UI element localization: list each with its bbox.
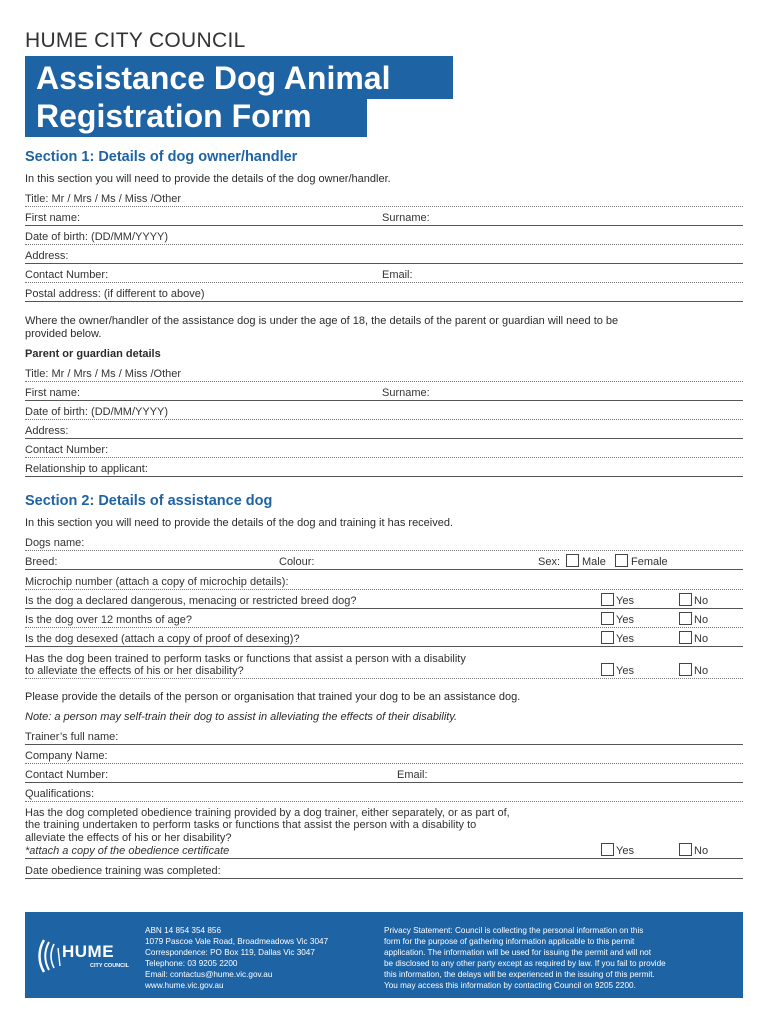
dog-breed-label: Breed:: [25, 556, 58, 568]
obedience-date-field[interactable]: [25, 862, 743, 879]
over12-row: [25, 611, 743, 628]
footer-privacy: [384, 925, 666, 991]
dangerous-row: [25, 592, 743, 609]
obedience-attach-note: *attach a copy of the obedience certificate: [25, 845, 230, 857]
section2-heading: Section 2: Details of assistance dog: [25, 493, 273, 509]
over12-no-checkbox[interactable]: [679, 612, 692, 625]
desexed-no-label: No: [694, 633, 709, 645]
desexed-question: Is the dog desexed (attach a copy of proof of desexing)?: [25, 633, 300, 645]
under18-note-2: provided below.: [25, 328, 102, 340]
owner-surname-label: Surname:: [382, 212, 430, 224]
guardian-name-row[interactable]: [25, 384, 743, 401]
footer-correspondence: Correspondence: PO Box 119, Dallas Vic 3047: [145, 948, 315, 957]
over12-yes-checkbox[interactable]: [601, 612, 614, 625]
form-title-line2: Registration Form: [36, 98, 312, 134]
guardian-title-field[interactable]: [25, 365, 743, 382]
section1-intro: In this section you will need to provide the details of the dog owner/handler.: [25, 173, 391, 185]
male-checkbox[interactable]: [566, 554, 579, 567]
obedience-question-3: alleviate the effects of his or her disability?: [25, 832, 232, 844]
hume-logo: [38, 936, 138, 976]
guardian-address-field[interactable]: [25, 422, 743, 439]
guardian-contact-field[interactable]: [25, 441, 743, 458]
trainer-email-label: Email:: [397, 769, 428, 781]
trainer-name-label: Trainer’s full name:: [25, 731, 119, 743]
qualifications-label: Qualifications:: [25, 788, 95, 800]
footer-abn: ABN 14 854 354 856: [145, 926, 222, 935]
owner-postal-label: Postal address: (if different to above): [25, 288, 205, 300]
privacy-line-1: Privacy Statement: Council is collecting the personal information on this: [384, 926, 644, 935]
owner-first-name-label: First name:: [25, 212, 81, 224]
form-title-line1: Assistance Dog Animal: [36, 60, 391, 96]
obedience-yes-checkbox[interactable]: [601, 843, 614, 856]
footer-web[interactable]: www.hume.vic.gov.au: [145, 981, 224, 990]
obedience-question-1: Has the dog completed obedience training provided by a dog trainer, either separately, or as part of,: [25, 807, 510, 819]
privacy-line-3: application. The information will be used for issuing the permit and will not: [384, 948, 651, 957]
logo-wordmark: HUME: [62, 942, 115, 961]
trained-no-checkbox[interactable]: [679, 663, 692, 676]
guardian-title-label: Title: Mr / Mrs / Ms / Miss /Other: [25, 368, 182, 380]
logo-subtext: CITY COUNCIL: [90, 963, 130, 969]
dangerous-no-checkbox[interactable]: [679, 593, 692, 606]
trainer-name-field[interactable]: [25, 728, 743, 745]
owner-address-label: Address:: [25, 250, 69, 262]
owner-name-row[interactable]: [25, 209, 743, 226]
obedience-no-checkbox[interactable]: [679, 843, 692, 856]
guardian-relationship-field[interactable]: [25, 460, 743, 477]
female-checkbox[interactable]: [615, 554, 628, 567]
section1-heading: Section 1: Details of dog owner/handler: [25, 149, 298, 165]
guardian-dob-field[interactable]: [25, 403, 743, 420]
obedience-date-label: Date obedience training was completed:: [25, 865, 221, 877]
desexed-yes-label: Yes: [616, 633, 634, 645]
obedience-question-2: the training undertaken to perform tasks or functions that assist the person with a disability to: [25, 819, 477, 831]
guardian-heading: Parent or guardian details: [25, 348, 161, 360]
trained-row: [25, 652, 743, 679]
trained-question-1: Has the dog been trained to perform tasks or functions that assist a person with a disability: [25, 653, 466, 665]
female-label: Female: [631, 556, 668, 568]
section2-intro: In this section you will need to provide the details of the dog and training it has received.: [25, 517, 454, 529]
microchip-label: Microchip number (attach a copy of microchip details):: [25, 576, 289, 588]
privacy-line-5: this information, the delays will be experienced in the issuing of this permit.: [384, 970, 655, 979]
trainer-intro: Please provide the details of the person or organisation that trained your dog to be an assistance dog.: [25, 691, 521, 703]
obedience-yes-label: Yes: [616, 845, 634, 857]
dog-breed-row[interactable]: [25, 553, 743, 570]
council-name: HUME CITY COUNCIL: [25, 29, 246, 52]
trainer-contact-label: Contact Number:: [25, 769, 109, 781]
desexed-yes-checkbox[interactable]: [601, 631, 614, 644]
dangerous-yes-checkbox[interactable]: [601, 593, 614, 606]
guardian-dob-label: Date of birth: (DD/MM/YYYY): [25, 406, 169, 418]
microchip-field[interactable]: [25, 573, 743, 590]
trained-question-2: to alleviate the effects of his or her disability?: [25, 665, 244, 677]
dangerous-question: Is the dog a declared dangerous, menacing or restricted breed dog?: [25, 595, 357, 607]
footer-address: 1079 Pascoe Vale Road, Broadmeadows Vic 3047: [145, 937, 329, 946]
owner-dob-field[interactable]: [25, 228, 743, 245]
owner-contact-row[interactable]: [25, 266, 743, 283]
guardian-relationship-label: Relationship to applicant:: [25, 463, 148, 475]
privacy-line-4: be disclosed to any other party except as required by law. If you fail to provide: [384, 959, 666, 968]
dog-colour-label: Colour:: [279, 556, 315, 568]
owner-address-field[interactable]: [25, 247, 743, 264]
trainer-contact-row[interactable]: [25, 766, 743, 783]
guardian-surname-label: Surname:: [382, 387, 430, 399]
owner-email-label: Email:: [382, 269, 413, 281]
owner-title-field[interactable]: [25, 190, 743, 207]
guardian-address-label: Address:: [25, 425, 69, 437]
over12-yes-label: Yes: [616, 614, 634, 626]
under18-note-1: Where the owner/handler of the assistance dog is under the age of 18, the details of the parent or guardian will need to be: [25, 315, 619, 327]
over12-no-label: No: [694, 614, 709, 626]
guardian-contact-label: Contact Number:: [25, 444, 109, 456]
footer-telephone: Telephone: 03 9205 2200: [145, 959, 238, 968]
owner-dob-label: Date of birth: (DD/MM/YYYY): [25, 231, 169, 243]
privacy-line-6: You may access this information by contacting Council on 9205 2200.: [384, 981, 636, 990]
over12-question: Is the dog over 12 months of age?: [25, 614, 192, 626]
qualifications-field[interactable]: [25, 785, 743, 802]
owner-contact-label: Contact Number:: [25, 269, 109, 281]
dangerous-yes-label: Yes: [616, 595, 634, 607]
dangerous-no-label: No: [694, 595, 709, 607]
male-label: Male: [582, 556, 606, 568]
self-train-note: Note: a person may self-train their dog to assist in alleviating the effects of their disability.: [25, 711, 458, 723]
trained-yes-checkbox[interactable]: [601, 663, 614, 676]
obedience-no-label: No: [694, 845, 709, 857]
privacy-line-2: form for the purpose of gathering information applicable to this permit: [384, 937, 635, 946]
owner-title-label: Title: Mr / Mrs / Ms / Miss /Other: [25, 193, 182, 205]
owner-postal-field[interactable]: [25, 285, 743, 302]
desexed-row: [25, 630, 743, 647]
company-name-label: Company Name:: [25, 750, 108, 762]
footer-contact: [145, 925, 328, 991]
dog-sex-label: Sex:: [538, 556, 561, 568]
trained-no-label: No: [694, 665, 709, 677]
guardian-first-name-label: First name:: [25, 387, 81, 399]
trained-yes-label: Yes: [616, 665, 634, 677]
company-name-field[interactable]: [25, 747, 743, 764]
desexed-no-checkbox[interactable]: [679, 631, 692, 644]
dog-name-field[interactable]: [25, 534, 743, 551]
footer-email[interactable]: Email: contactus@hume.vic.gov.au: [145, 970, 273, 979]
dog-name-label: Dogs name:: [25, 537, 85, 549]
obedience-row: [25, 806, 743, 859]
